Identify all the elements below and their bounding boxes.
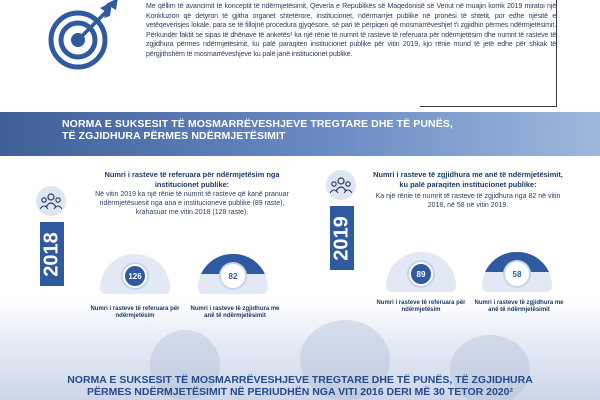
intro-paragraph: Me qëllim të avancimit të konceptit të ndërmjetësimit, Qeveria e Republikës së Maqedonisë së Veriut në muajin korrik 2019 miratoi një Konkluzion që detyron të gjitha organet shtetërore, institucionet, ndërmarrjet publike në pronësi të shtetit, por edhe njësitë e vetëqeverisjes lokale, para se të fillojnë procedura gjyqësore, së pari të përpiqen që mosmarrëveshjet t'i zgjidhin përmes ndërmjetësimit. Përkundër faktit se sipas të dhënave të anketës¹ ka një rënie të numrit të rasteve të referuara për ndërmjetësim dhe numrit të rasteve të zgjidhura përmes ndërmjetësimit, ku palë paraqiten institucionet publike për vitin 2019, kjo rënie mund të jetë edhe për shkak të përgjithshëm të mosmarrëveshjeve ku palë janë institucionet publike. bbox=[146, 2, 556, 58]
section-title bbox=[62, 118, 482, 142]
left-stat1 bbox=[100, 254, 170, 310]
year-label-left: 2018 bbox=[40, 232, 63, 277]
right-stat1-label: Numri i rasteve të referuara për ndërmjetësim bbox=[376, 300, 466, 313]
right-stat2-label: Numri i rasteve të zgjidhura me anë të ndërmjetësimit bbox=[474, 300, 564, 313]
intro-section bbox=[0, 0, 600, 108]
right-panel-body: Ka një rënie të numrit të rasteve të zgjidhura nga 82 në vitin 2018, në 58 në vitin 2019. bbox=[375, 193, 561, 209]
people-group-icon bbox=[40, 192, 62, 210]
left-stat1-value: 126 bbox=[123, 264, 147, 288]
bottom-title-line1: NORMA E SUKSESIT TË MOSMARRËVESHJEVE TREGTARE DHE TË PUNËS, TË ZGJIDHURA bbox=[67, 374, 533, 386]
left-stat1-label: Numri i rasteve të referuara për ndërmjetësim bbox=[90, 306, 180, 319]
bottom-title bbox=[40, 374, 560, 398]
frame-rule-vertical bbox=[556, 0, 557, 106]
target-arrow-icon bbox=[40, 0, 124, 74]
left-stat2 bbox=[198, 254, 268, 310]
bottom-title-line2: PËRMES NDËRMJETËSIMIT NË PERIUDHËN NGA VITI 2016 DERI MË 30 TETOR 2020² bbox=[87, 386, 513, 398]
left-panel-body: Në vitin 2019 ka një rënie të numrit të rasteve që kanë pranuar ndërmjetësuesit nga ana e institucioneve publike (89 raste), krahasuar me vitin 2018 (128 raste). bbox=[95, 191, 289, 216]
year-label-right: 2019 bbox=[330, 216, 353, 261]
people-group-icon bbox=[330, 176, 352, 194]
people-icon-right bbox=[326, 170, 356, 200]
frame-rule-horizontal bbox=[420, 106, 557, 107]
right-stat2-value: 58 bbox=[505, 262, 529, 286]
section-title-line2: TË ZGJIDHURA PËRMES NDËRMJETËSIMIT bbox=[62, 130, 286, 142]
right-panel-title: Numri i rasteve të zgjidhura me anë të ndërmjetësimit, ku palë paraqiten institucionet publike: bbox=[373, 170, 563, 189]
left-panel-title: Numri i rasteve të referuara për ndërmjetësim nga institucionet publike: bbox=[104, 170, 280, 189]
right-stat1-value: 89 bbox=[409, 262, 433, 286]
section-title-line1: NORMA E SUKSESIT TË MOSMARRËVESHJEVE TREGTARE DHE TË PUNËS, bbox=[62, 118, 453, 130]
left-stat2-value: 82 bbox=[221, 264, 245, 288]
left-stat2-label: Numri i rasteve të zgjidhura me anë të ndërmjetësimit bbox=[190, 306, 280, 319]
people-icon-left bbox=[36, 186, 66, 216]
